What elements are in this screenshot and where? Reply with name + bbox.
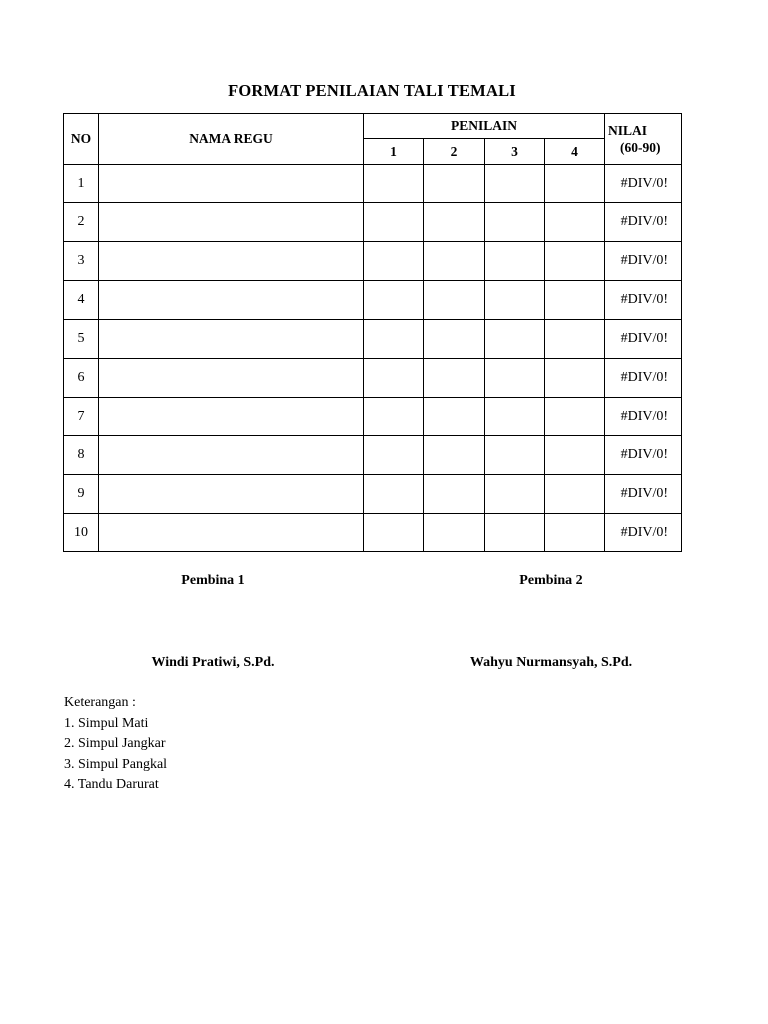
nilai-cell: #DIV/0! bbox=[605, 475, 682, 514]
score-cell bbox=[485, 398, 545, 436]
table-row bbox=[64, 514, 682, 552]
nama-regu-cell bbox=[99, 436, 364, 475]
table-row bbox=[64, 203, 682, 242]
pembina-2-title: Pembina 2 bbox=[519, 573, 583, 588]
notes-item: 4. Tandu Darurat bbox=[64, 777, 159, 792]
score-cell bbox=[364, 398, 424, 436]
no-cell: 1 bbox=[64, 165, 99, 203]
score-cell bbox=[424, 242, 485, 281]
score-cell bbox=[485, 436, 545, 475]
header-row bbox=[64, 114, 682, 139]
nilai-cell: #DIV/0! bbox=[605, 281, 682, 320]
no-cell: 6 bbox=[64, 359, 99, 398]
score-cell bbox=[545, 281, 605, 320]
header-penilain: PENILAIN bbox=[364, 114, 605, 139]
no-cell: 9 bbox=[64, 475, 99, 514]
score-cell bbox=[545, 475, 605, 514]
table-row bbox=[64, 475, 682, 514]
table-row bbox=[64, 398, 682, 436]
header-nilai-label: NILAI bbox=[608, 123, 648, 138]
score-cell bbox=[364, 203, 424, 242]
nama-regu-cell bbox=[99, 203, 364, 242]
table-row bbox=[64, 320, 682, 359]
score-cell bbox=[424, 436, 485, 475]
no-cell: 10 bbox=[64, 514, 99, 552]
score-cell bbox=[545, 320, 605, 359]
score-cell bbox=[424, 359, 485, 398]
score-cell bbox=[545, 165, 605, 203]
score-cell bbox=[424, 514, 485, 552]
nama-regu-cell bbox=[99, 165, 364, 203]
notes bbox=[64, 693, 167, 796]
header-criterion-3: 3 bbox=[485, 139, 545, 165]
score-cell bbox=[485, 475, 545, 514]
table-row bbox=[64, 165, 682, 203]
header-nama-regu: NAMA REGU bbox=[99, 114, 364, 165]
nilai-cell: #DIV/0! bbox=[605, 359, 682, 398]
score-cell bbox=[485, 165, 545, 203]
score-cell bbox=[364, 514, 424, 552]
score-cell bbox=[364, 242, 424, 281]
header-no: NO bbox=[64, 114, 99, 165]
header-criterion-1: 1 bbox=[364, 139, 424, 165]
score-cell bbox=[485, 203, 545, 242]
header-criterion-4: 4 bbox=[545, 139, 605, 165]
table-row bbox=[64, 436, 682, 475]
table-row bbox=[64, 281, 682, 320]
header-nilai-range: (60-90) bbox=[620, 140, 661, 155]
score-cell bbox=[485, 320, 545, 359]
nama-regu-cell bbox=[99, 475, 364, 514]
score-cell bbox=[545, 203, 605, 242]
header-criterion-2: 2 bbox=[424, 139, 485, 165]
score-cell bbox=[424, 281, 485, 320]
notes-item: 3. Simpul Pangkal bbox=[64, 756, 168, 772]
score-cell bbox=[424, 398, 485, 436]
pembina-2-name: Wahyu Nurmansyah, S.Pd. bbox=[469, 655, 633, 670]
nilai-cell: #DIV/0! bbox=[605, 514, 682, 552]
nama-regu-cell bbox=[99, 242, 364, 281]
score-cell bbox=[364, 320, 424, 359]
score-cell bbox=[364, 165, 424, 203]
score-cell bbox=[424, 203, 485, 242]
score-cell bbox=[485, 281, 545, 320]
table-row bbox=[64, 242, 682, 281]
no-cell: 7 bbox=[64, 398, 99, 436]
nilai-cell: #DIV/0! bbox=[605, 242, 682, 281]
header-nilai bbox=[605, 114, 682, 165]
notes-item: 1. Simpul Mati bbox=[64, 715, 149, 731]
score-cell bbox=[424, 320, 485, 359]
assessment-table bbox=[63, 113, 682, 552]
nilai-cell: #DIV/0! bbox=[605, 398, 682, 436]
nilai-cell: #DIV/0! bbox=[605, 165, 682, 203]
nama-regu-cell bbox=[99, 281, 364, 320]
no-cell: 8 bbox=[64, 436, 99, 475]
score-cell bbox=[364, 436, 424, 475]
nilai-cell: #DIV/0! bbox=[605, 320, 682, 359]
nama-regu-cell bbox=[99, 514, 364, 552]
score-cell bbox=[364, 475, 424, 514]
score-cell bbox=[364, 359, 424, 398]
score-cell bbox=[485, 359, 545, 398]
nilai-cell: #DIV/0! bbox=[605, 436, 682, 475]
score-cell bbox=[545, 398, 605, 436]
notes-item: 2. Simpul Jangkar bbox=[64, 736, 166, 751]
document-title: FORMAT PENILAIAN TALI TEMALI bbox=[228, 81, 516, 100]
nilai-cell: #DIV/0! bbox=[605, 203, 682, 242]
pembina-1-title: Pembina 1 bbox=[181, 573, 245, 588]
no-cell: 4 bbox=[64, 281, 99, 320]
score-cell bbox=[424, 475, 485, 514]
score-cell bbox=[364, 281, 424, 320]
nama-regu-cell bbox=[99, 359, 364, 398]
score-cell bbox=[545, 242, 605, 281]
score-cell bbox=[545, 436, 605, 475]
notes-heading: Keterangan : bbox=[64, 695, 136, 710]
nama-regu-cell bbox=[99, 320, 364, 359]
score-cell bbox=[485, 514, 545, 552]
nama-regu-cell bbox=[99, 398, 364, 436]
table-row bbox=[64, 359, 682, 398]
no-cell: 5 bbox=[64, 320, 99, 359]
pembina-1-name: Windi Pratiwi, S.Pd. bbox=[151, 655, 275, 670]
score-cell bbox=[545, 514, 605, 552]
no-cell: 3 bbox=[64, 242, 99, 281]
score-cell bbox=[545, 359, 605, 398]
no-cell: 2 bbox=[64, 203, 99, 242]
score-cell bbox=[424, 165, 485, 203]
score-cell bbox=[485, 242, 545, 281]
